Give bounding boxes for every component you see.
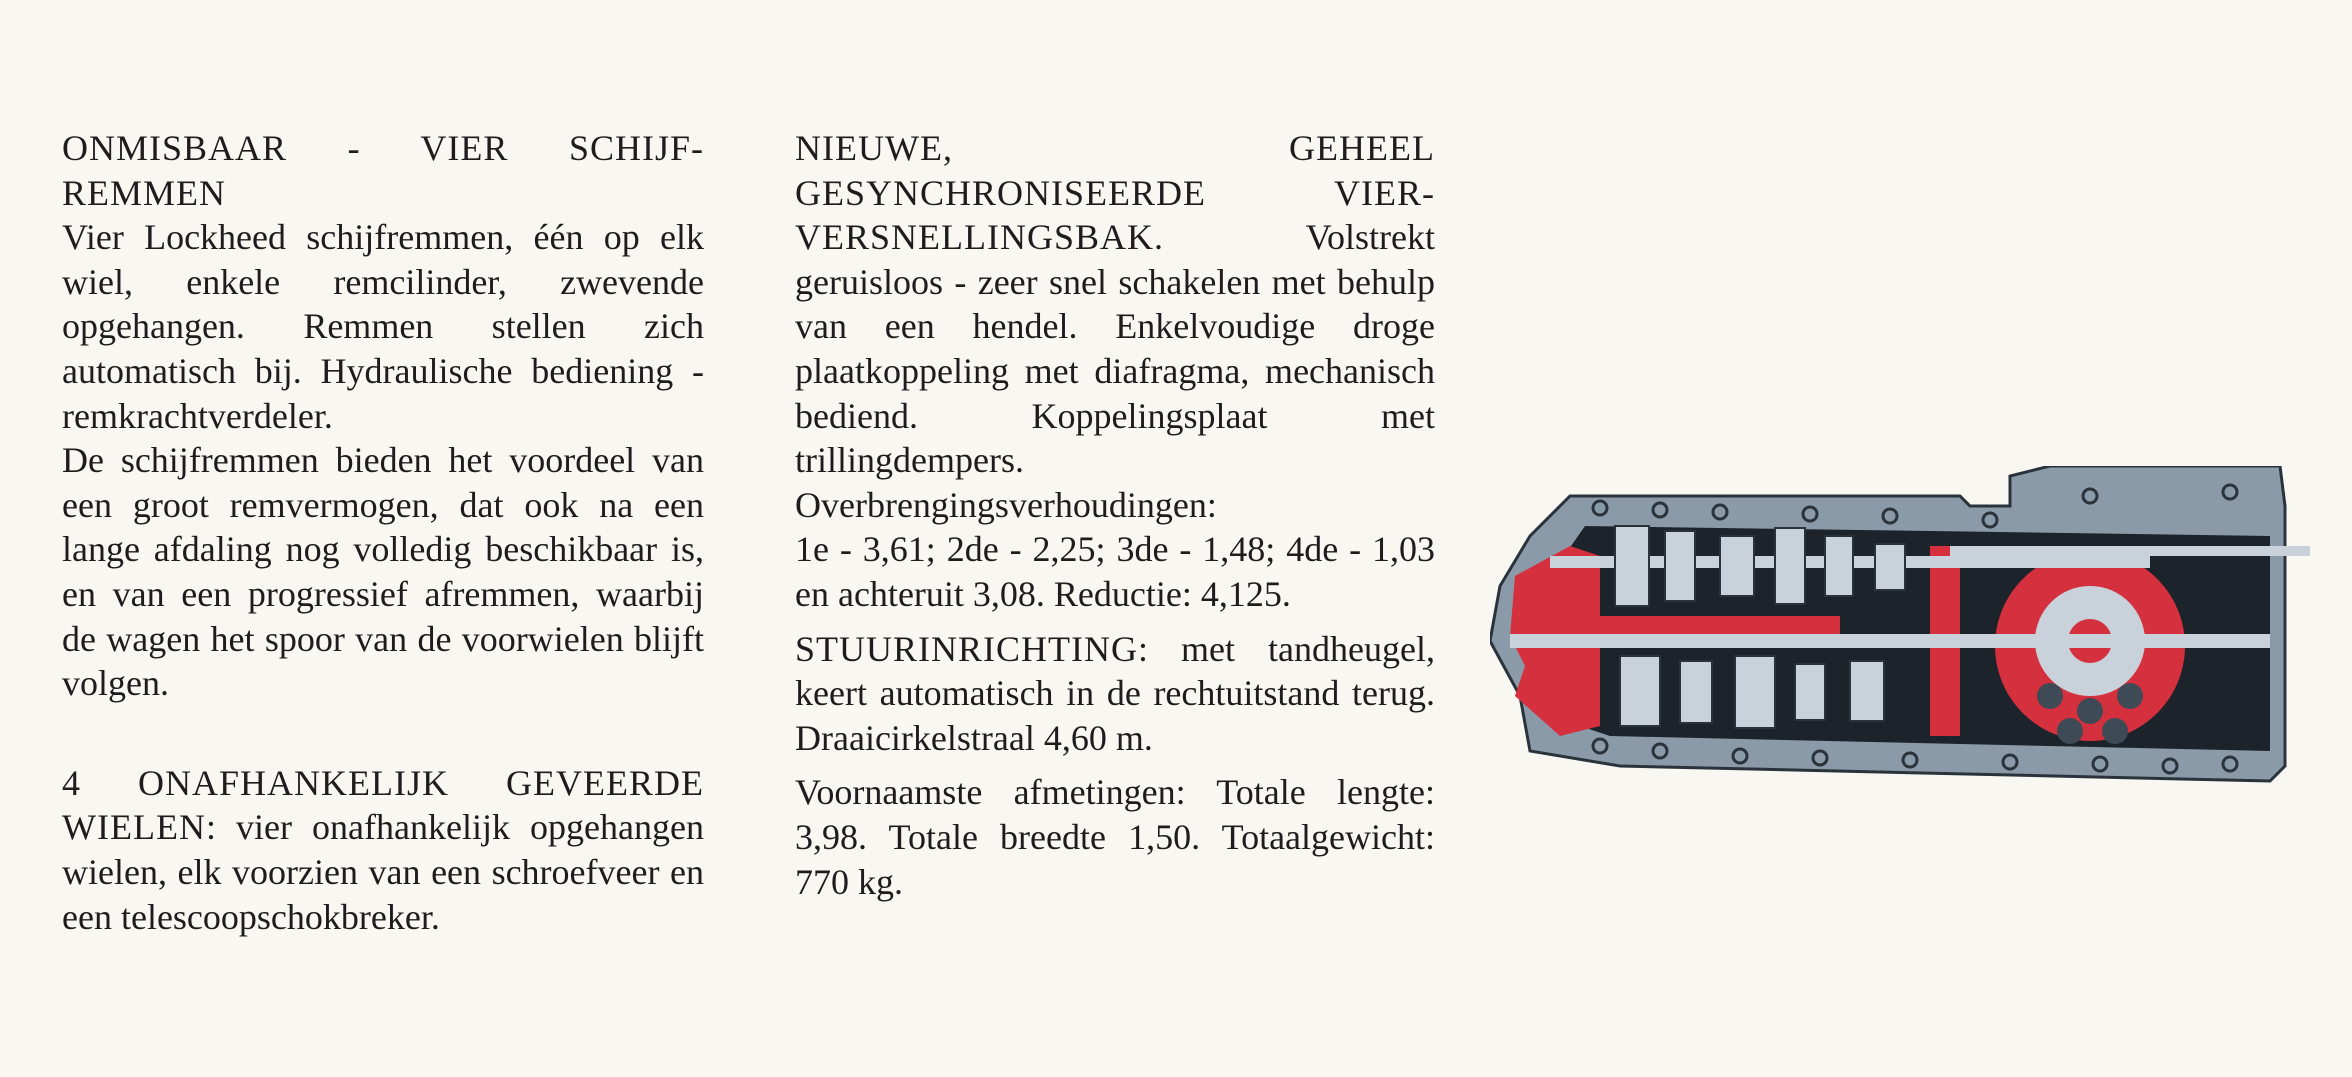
ratios-label: Overbrengingsverhoudingen: <box>795 484 1217 525</box>
suspension-heading: 4 ONAFHANKELIJK GEVEERDE WIELEN <box>62 762 704 848</box>
gearbox-cutaway-illustration <box>1490 466 2330 946</box>
brakes-body-2: De schijfremmen bieden het voordeel van een groot remvermogen, dat ook na een lange afdaling nog volledig beschikbaar is, en van een progressief afremmen, waarbij de wagen het spoor van de voorwielen blijft volgen. <box>62 440 704 704</box>
ratios-text: 1e - 3,61; 2de - 2,25; 3de - 1,48; 4de - 1,03 en achteruit 3,08. Reductie: 4,125. <box>795 529 1435 614</box>
output-shaft <box>1950 546 2310 556</box>
gearbox-body: Volstrekt geruisloos - zeer snel schakelen met behulp van een hendel. Enkelvoudige droge plaatkoppeling met diafragma, mechanisch bediend. Koppelingsplaat met trillingdempers. <box>795 217 1435 481</box>
input-shaft <box>1510 634 2270 648</box>
suspension-paragraph <box>62 761 704 939</box>
gearbox-paragraph <box>795 126 1435 483</box>
brakes-heading: ONMISBAAR - VIER SCHIJF-REMMEN <box>62 128 704 213</box>
gearbox-heading: NIEUWE, GEHEEL GESYNCHRONISEERDE VIER-VERSNELLINGSBAK. <box>795 128 1435 258</box>
suspension-body: : vier onafhankelijk opgehangen wielen, elk voorzien van een schroefveer en een telescoopschokbreker. <box>62 807 704 937</box>
steering-heading: STUURINRICHTING <box>795 628 1138 669</box>
brakes-body: Vier Lockheed schijfremmen, één op elk wiel, enkele remcilinder, zwevende opgehangen. Remmen stellen zich automatisch bij. Hydraulische bediening - remkrachtverdeler. <box>62 217 704 436</box>
steering-body: : met tandheugel, keert automatisch in de rechtuitstand terug. Draaicirkelstraal 4,60 m. <box>795 628 1435 758</box>
dimensions-text: Voornaamste afmetingen: Totale lengte: 3,98. Totale breedte 1,50. Totaalgewicht: 770 kg. <box>795 772 1435 902</box>
left-text-column <box>62 126 704 939</box>
steering-paragraph <box>795 627 1435 761</box>
middle-text-column <box>795 126 1435 904</box>
